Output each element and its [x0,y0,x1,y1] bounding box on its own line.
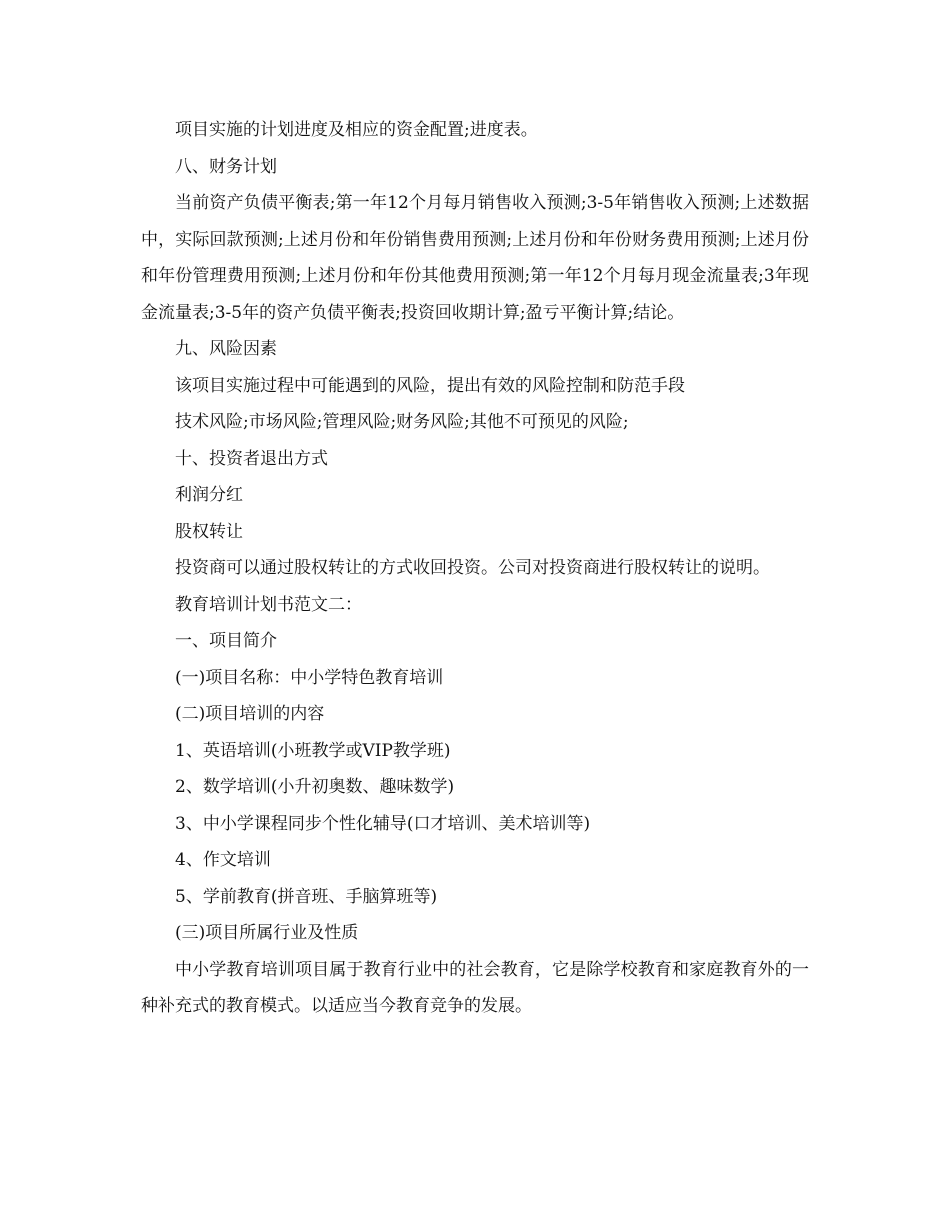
paragraph-schedule: 项目实施的计划进度及相应的资金配置;进度表。 [175,120,538,140]
heading-industry-nature: (三)项目所属行业及性质 [175,923,359,943]
paragraph-risk-intro: 该项目实施过程中可能遇到的风险，提出有效的风险控制和防范手段 [175,375,685,396]
heading-project-intro: 一、项目简介 [175,631,277,651]
heading-financial-plan: 八、财务计划 [175,156,277,177]
paragraph-project-name: (一)项目名称：中小学特色教育培训 [175,667,444,688]
document-body [141,112,809,1025]
heading-risk-factors: 九、风险因素 [175,339,277,359]
list-item-math: 2、数学培训(小升初奥数、趣味数学) [175,777,455,797]
heading-investor-exit: 十、投资者退出方式 [175,448,328,469]
paragraph-financial-items: 当前资产负债平衡表;第一年12个月每月销售收入预测;3-5年销售收入预测;上述数据中，实际回款预测;上述月份和年份销售费用预测;上述月份和年份财务费用预测;上述月份和年份管理费用预测;上述月份和年份其他费用预测;第一年12个月每月现金流量表;3年现金流量表;3-5年的资产负债平衡表;投资回收期计算;盈亏平衡计算;结论。 [141,193,809,323]
list-item-preschool: 5、学前教育(拼音班、手脑算班等) [175,886,438,907]
paragraph-risk-list: 技术风险;市场风险;管理风险;财务风险;其他不可预见的风险; [175,412,629,432]
heading-training-content: (二)项目培训的内容 [175,704,325,724]
heading-sample-two: 教育培训计划书范文二： [175,594,362,615]
list-item-composition: 4、作文培训 [175,850,271,870]
paragraph-industry-description: 中小学教育培训项目属于教育行业中的社会教育，它是除学校教育和家庭教育外的一种补充式的教育模式。以适应当今教育竞争的发展。 [141,959,809,1016]
paragraph-profit-dividend: 利润分红 [175,485,243,505]
list-item-english: 1、英语培训(小班教学或VIP教学班) [175,740,451,761]
list-item-tutoring: 3、中小学课程同步个性化辅导(口才培训、美术培训等) [175,813,591,834]
paragraph-equity-transfer-detail: 投资商可以通过股权转让的方式收回投资。公司对投资商进行股权转让的说明。 [175,558,770,578]
paragraph-equity-transfer: 股权转让 [175,521,243,542]
